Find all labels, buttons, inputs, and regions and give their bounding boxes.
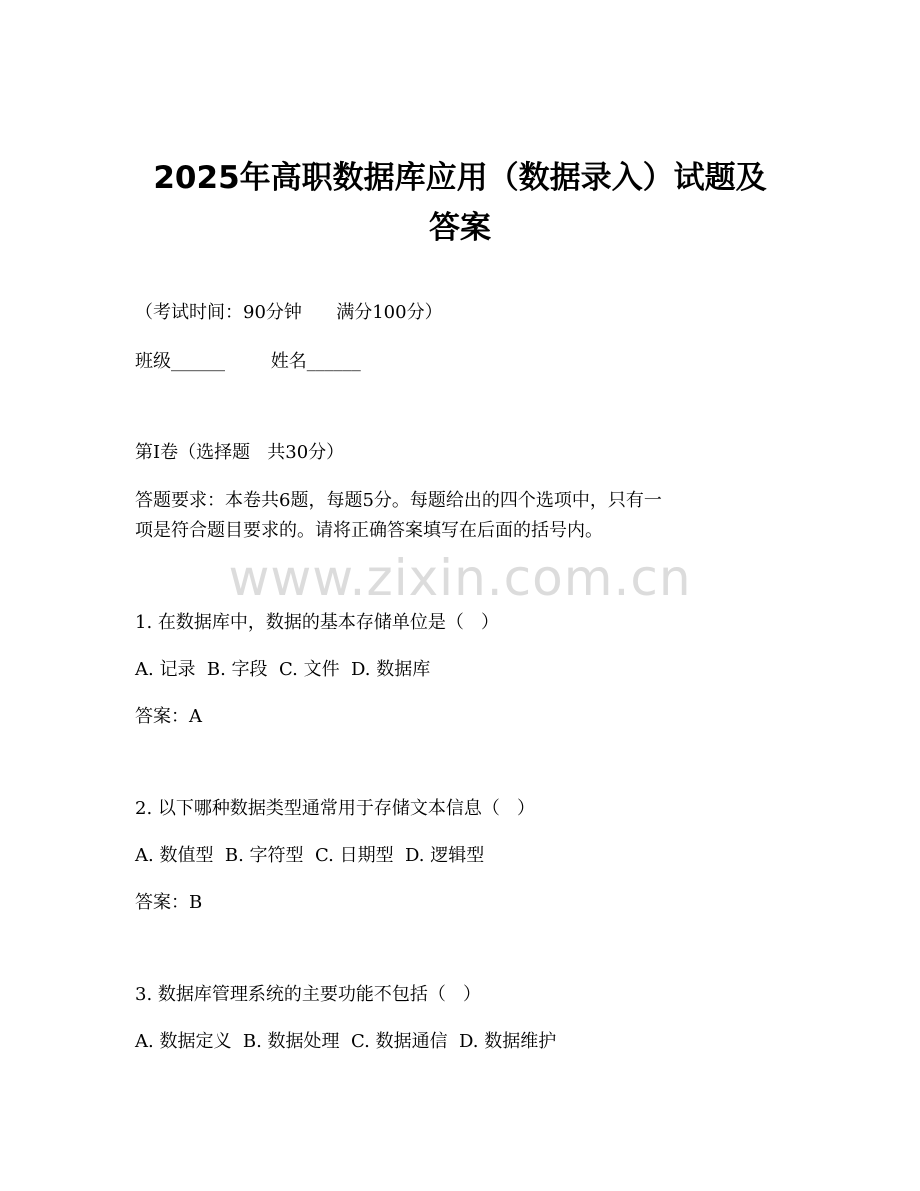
watermark: www.zixin.com.cn — [228, 549, 692, 607]
question-3-options: A. 数据定义 B. 数据处理 C. 数据通信 D. 数据维护 — [135, 1031, 557, 1052]
exam-info: （考试时间：90分钟 满分100分） — [135, 302, 443, 323]
question-2-stem: 2. 以下哪种数据类型通常用于存储文本信息（ ） — [135, 798, 536, 819]
question-2-options: A. 数值型 B. 字符型 C. 日期型 D. 逻辑型 — [135, 845, 485, 866]
document-title-line-2: 答案 — [429, 210, 491, 246]
question-3-stem: 3. 数据库管理系统的主要功能不包括（ ） — [135, 984, 482, 1005]
question-1-stem: 1. 在数据库中，数据的基本存储单位是（ ） — [135, 612, 500, 633]
instruction-line-1: 答题要求：本卷共6题，每题5分。每题给出的四个选项中，只有一 — [135, 490, 662, 511]
question-2-answer: 答案：B — [135, 892, 203, 913]
question-1-answer: 答案：A — [135, 706, 202, 727]
question-1-options: A. 记录 B. 字段 C. 文件 D. 数据库 — [135, 659, 431, 680]
section-heading: 第I卷（选择题 共30分） — [135, 442, 345, 463]
instruction-line-2: 项是符合题目要求的。请将正确答案填写在后面的括号内。 — [135, 520, 603, 541]
document-title-line-1: 2025年高职数据库应用（数据录入）试题及 — [153, 160, 767, 196]
class-name-blanks: 班级______ 姓名______ — [135, 351, 361, 372]
